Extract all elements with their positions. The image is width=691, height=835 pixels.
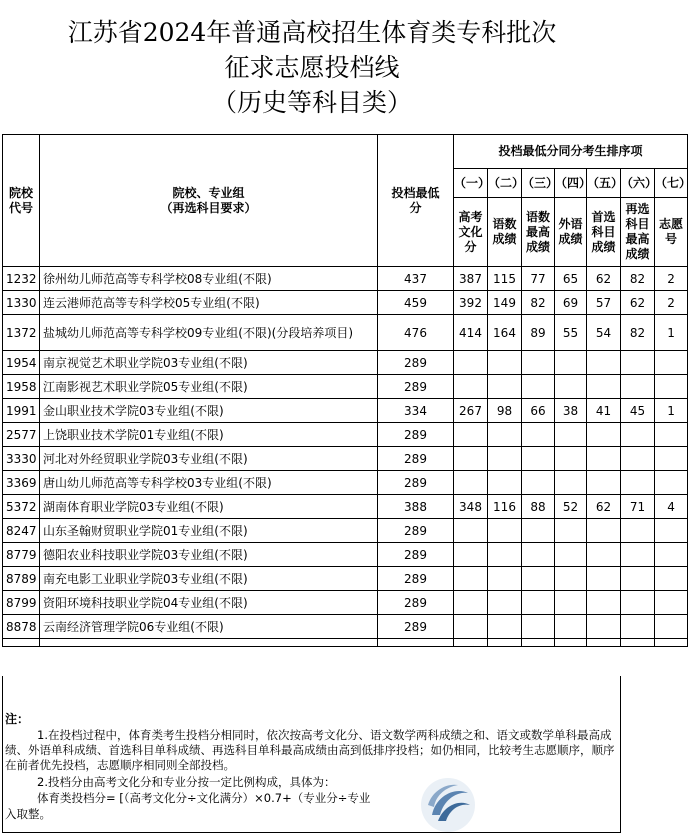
- sort-value-cell: 2: [655, 291, 688, 315]
- sort-value-cell: 267: [454, 399, 488, 423]
- sort-value-cell: 77: [522, 267, 555, 291]
- school-code-cell: 1958: [3, 375, 40, 399]
- sort-value-cell: [555, 375, 587, 399]
- table-row: [3, 375, 688, 399]
- sort-value-cell: 82: [621, 315, 655, 351]
- sort-value-cell: 98: [488, 399, 522, 423]
- sort-value-cell: 66: [522, 399, 555, 423]
- header-sort-item: 再选科目最高成绩: [621, 198, 655, 267]
- sort-value-cell: [587, 567, 621, 591]
- sort-value-cell: 89: [522, 315, 555, 351]
- table-row: [3, 567, 688, 591]
- min-score-cell: 388: [378, 495, 454, 519]
- sort-value-cell: 71: [621, 495, 655, 519]
- table-row: [3, 351, 688, 375]
- school-name-cell: 湖南体育职业学院03专业组(不限): [40, 495, 378, 519]
- header-ordinal: （二）: [488, 169, 522, 198]
- sort-value-cell: [555, 423, 587, 447]
- table-row: [3, 447, 688, 471]
- sort-value-cell: 55: [555, 315, 587, 351]
- sort-value-cell: [488, 567, 522, 591]
- sort-value-cell: [587, 351, 621, 375]
- sort-value-cell: 54: [587, 315, 621, 351]
- school-name-cell: 江南影视艺术职业学院05专业组(不限): [40, 375, 378, 399]
- school-name-cell: 南京视觉艺术职业学院03专业组(不限): [40, 351, 378, 375]
- page-title-line2: 征求志愿投档线: [224, 53, 400, 82]
- table-row: [3, 591, 688, 615]
- sort-value-cell: 115: [488, 267, 522, 291]
- sort-value-cell: 4: [655, 495, 688, 519]
- sort-value-cell: [621, 351, 655, 375]
- min-score-cell: 289: [378, 447, 454, 471]
- sort-value-cell: [488, 471, 522, 495]
- sort-value-cell: 149: [488, 291, 522, 315]
- header-ordinal: （五）: [587, 169, 621, 198]
- sort-value-cell: [454, 471, 488, 495]
- sort-value-cell: [587, 591, 621, 615]
- table-row: [3, 471, 688, 495]
- sort-value-cell: [522, 543, 555, 567]
- table-row: [3, 495, 688, 519]
- sort-value-cell: 164: [488, 315, 522, 351]
- table-row: [3, 291, 688, 315]
- sort-value-cell: [522, 519, 555, 543]
- min-score-cell: 289: [378, 567, 454, 591]
- header-sort-item: 志愿号: [655, 198, 688, 267]
- sort-value-cell: [522, 591, 555, 615]
- table-row: [3, 519, 688, 543]
- sort-value-cell: 82: [522, 291, 555, 315]
- sort-value-cell: [522, 567, 555, 591]
- sort-value-cell: 392: [454, 291, 488, 315]
- header-sort-item: 语数最高成绩: [522, 198, 555, 267]
- school-name-cell: 上饶职业技术学院01专业组(不限): [40, 423, 378, 447]
- sort-value-cell: 2: [655, 267, 688, 291]
- sort-value-cell: 82: [621, 267, 655, 291]
- table-filler-row: [3, 639, 688, 647]
- sort-value-cell: 348: [454, 495, 488, 519]
- watermark-logo-icon: [418, 775, 478, 835]
- school-code-cell: 5372: [3, 495, 40, 519]
- school-code-cell: 8247: [3, 519, 40, 543]
- sort-value-cell: [587, 447, 621, 471]
- sort-value-cell: [488, 375, 522, 399]
- table-row: [3, 615, 688, 639]
- table-row: [3, 543, 688, 567]
- school-name-cell: 河北对外经贸职业学院03专业组(不限): [40, 447, 378, 471]
- header-tie-group: 投档最低分同分考生排序项: [454, 135, 688, 169]
- sort-value-cell: [621, 615, 655, 639]
- sort-value-cell: 38: [555, 399, 587, 423]
- page-title-line3: （历史等科目类）: [211, 88, 412, 117]
- school-name-cell: 徐州幼儿师范高等专科学校08专业组(不限): [40, 267, 378, 291]
- min-score-cell: 476: [378, 315, 454, 351]
- sort-value-cell: [488, 447, 522, 471]
- header-sort-item: 外语成绩: [555, 198, 587, 267]
- school-code-cell: 8779: [3, 543, 40, 567]
- sort-value-cell: [587, 615, 621, 639]
- sort-value-cell: 387: [454, 267, 488, 291]
- notes-label: 注：: [5, 712, 30, 726]
- school-name-cell: 连云港师范高等专科学校05专业组(不限): [40, 291, 378, 315]
- sort-value-cell: [454, 423, 488, 447]
- sort-value-cell: [655, 423, 688, 447]
- sort-value-cell: [621, 375, 655, 399]
- sort-value-cell: [587, 543, 621, 567]
- sort-value-cell: 1: [655, 399, 688, 423]
- sort-value-cell: [555, 447, 587, 471]
- min-score-cell: 289: [378, 351, 454, 375]
- school-code-cell: 1330: [3, 291, 40, 315]
- sort-value-cell: 65: [555, 267, 587, 291]
- min-score-cell: 459: [378, 291, 454, 315]
- sort-value-cell: 45: [621, 399, 655, 423]
- header-ordinal: （三）: [522, 169, 555, 198]
- sort-value-cell: [488, 543, 522, 567]
- sort-value-cell: [655, 519, 688, 543]
- school-code-cell: 1991: [3, 399, 40, 423]
- note-2: 2.投档分由高考文化分和专业分按一定比例构成，具体为：: [37, 775, 336, 789]
- min-score-cell: 334: [378, 399, 454, 423]
- school-code-cell: 3330: [3, 447, 40, 471]
- sort-value-cell: [655, 375, 688, 399]
- min-score-cell: 289: [378, 519, 454, 543]
- min-score-cell: 289: [378, 375, 454, 399]
- table-row: [3, 399, 688, 423]
- sort-value-cell: 414: [454, 315, 488, 351]
- sort-value-cell: [522, 471, 555, 495]
- sort-value-cell: [655, 543, 688, 567]
- sort-value-cell: [488, 591, 522, 615]
- min-score-cell: 289: [378, 423, 454, 447]
- sort-value-cell: [655, 471, 688, 495]
- sort-value-cell: [621, 423, 655, 447]
- school-name-cell: 资阳环境科技职业学院04专业组(不限): [40, 591, 378, 615]
- sort-value-cell: [454, 447, 488, 471]
- sort-value-cell: 88: [522, 495, 555, 519]
- min-score-cell: 289: [378, 615, 454, 639]
- sort-value-cell: 69: [555, 291, 587, 315]
- sort-value-cell: [454, 591, 488, 615]
- school-name-cell: 盐城幼儿师范高等专科学校09专业组(不限)(分段培养项目): [40, 315, 378, 351]
- note-end: 入取整。: [5, 807, 51, 821]
- school-name-cell: 金山职业技术学院03专业组(不限): [40, 399, 378, 423]
- school-code-cell: 1372: [3, 315, 40, 351]
- note-formula: 体育类投档分= [（高考文化分÷文化满分）×0.7+（专业分÷专业: [37, 791, 371, 805]
- school-name-cell: 唐山幼儿师范高等专科学校03专业组(不限): [40, 471, 378, 495]
- admission-table: [2, 134, 691, 647]
- sort-value-cell: 62: [621, 291, 655, 315]
- sort-value-cell: [522, 447, 555, 471]
- school-code-cell: 8878: [3, 615, 40, 639]
- school-code-cell: 2577: [3, 423, 40, 447]
- sort-value-cell: [522, 615, 555, 639]
- school-name-cell: 德阳农业科技职业学院03专业组(不限): [40, 543, 378, 567]
- sort-value-cell: [621, 543, 655, 567]
- sort-value-cell: [488, 423, 522, 447]
- sort-value-cell: [655, 447, 688, 471]
- note-1: 1.在投档过程中，体育类考生投档分相同时，依次按高考文化分、语文数学两科成绩之和、语文或数学单科最高成绩、外语单科成绩、首选科目单科成绩、再选科目单科最高成绩由高到低排序投档；如仍相同，比较考生志愿顺序，顺序在前者优先投档，志愿顺序相同则全部投档。: [5, 728, 615, 772]
- header-ordinal: （一）: [454, 169, 488, 198]
- header-sort-item: 语数成绩: [488, 198, 522, 267]
- sort-value-cell: [555, 519, 587, 543]
- school-code-cell: 8799: [3, 591, 40, 615]
- header-sort-item: 高考文化分: [454, 198, 488, 267]
- sort-value-cell: [655, 591, 688, 615]
- sort-value-cell: [655, 615, 688, 639]
- sort-value-cell: [488, 351, 522, 375]
- sort-value-cell: [488, 519, 522, 543]
- min-score-cell: 289: [378, 471, 454, 495]
- sort-value-cell: 62: [587, 495, 621, 519]
- sort-value-cell: [621, 471, 655, 495]
- sort-value-cell: [655, 351, 688, 375]
- sort-value-cell: [621, 567, 655, 591]
- table-row: [3, 423, 688, 447]
- sort-value-cell: 41: [587, 399, 621, 423]
- sort-value-cell: [555, 543, 587, 567]
- sort-value-cell: [587, 471, 621, 495]
- sort-value-cell: [621, 519, 655, 543]
- school-code-cell: 8789: [3, 567, 40, 591]
- table-row: [3, 315, 688, 351]
- header-ordinal: （七）: [655, 169, 688, 198]
- sort-value-cell: [454, 519, 488, 543]
- header-ordinal: （四）: [555, 169, 587, 198]
- sort-value-cell: [454, 375, 488, 399]
- sort-value-cell: 52: [555, 495, 587, 519]
- sort-value-cell: [555, 567, 587, 591]
- sort-value-cell: [555, 615, 587, 639]
- page-title-line1: 江苏省2024年普通高校招生体育类专科批次: [67, 18, 557, 47]
- notes-section: [2, 676, 621, 833]
- sort-value-cell: [587, 375, 621, 399]
- sort-value-cell: [587, 423, 621, 447]
- sort-value-cell: [454, 351, 488, 375]
- sort-value-cell: [488, 615, 522, 639]
- header-name: 院校、专业组 （再选科目要求）: [40, 135, 378, 267]
- sort-value-cell: [621, 447, 655, 471]
- school-name-cell: 云南经济管理学院06专业组(不限): [40, 615, 378, 639]
- sort-value-cell: [454, 543, 488, 567]
- min-score-cell: 289: [378, 591, 454, 615]
- school-code-cell: 1954: [3, 351, 40, 375]
- sort-value-cell: 62: [587, 267, 621, 291]
- sort-value-cell: [454, 567, 488, 591]
- sort-value-cell: [555, 591, 587, 615]
- sort-value-cell: 116: [488, 495, 522, 519]
- school-code-cell: 3369: [3, 471, 40, 495]
- sort-value-cell: [522, 351, 555, 375]
- header-min-score: 投档最低分: [378, 135, 454, 267]
- sort-value-cell: [454, 615, 488, 639]
- sort-value-cell: 57: [587, 291, 621, 315]
- min-score-cell: 289: [378, 543, 454, 567]
- sort-value-cell: [555, 351, 587, 375]
- table-row: [3, 267, 688, 291]
- sort-value-cell: [655, 567, 688, 591]
- sort-value-cell: [522, 423, 555, 447]
- header-code: 院校代号: [3, 135, 40, 267]
- header-sort-item: 首选科目成绩: [587, 198, 621, 267]
- school-name-cell: 山东圣翰财贸职业学院01专业组(不限): [40, 519, 378, 543]
- sort-value-cell: [522, 375, 555, 399]
- min-score-cell: 437: [378, 267, 454, 291]
- sort-value-cell: [587, 519, 621, 543]
- school-name-cell: 南充电影工业职业学院03专业组(不限): [40, 567, 378, 591]
- header-ordinal: （六）: [621, 169, 655, 198]
- sort-value-cell: [621, 591, 655, 615]
- school-code-cell: 1232: [3, 267, 40, 291]
- sort-value-cell: [555, 471, 587, 495]
- sort-value-cell: 1: [655, 315, 688, 351]
